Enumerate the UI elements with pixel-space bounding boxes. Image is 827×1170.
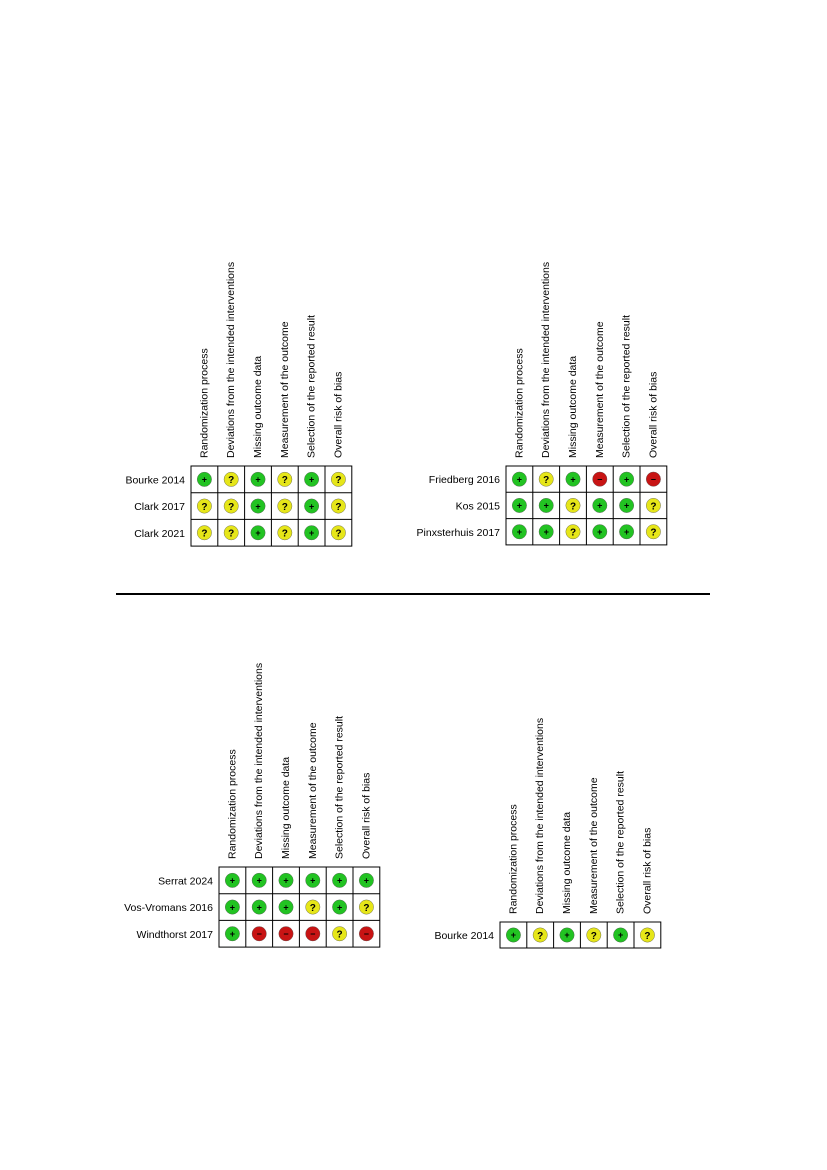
column-header-deviations-from-the-intended-interventions: Deviations from the intended interventions — [534, 717, 547, 914]
judgement-symbol: + — [543, 526, 549, 537]
judgement-symbol: + — [516, 474, 523, 485]
column-header-overall-risk-of-bias: Overall risk of bias — [641, 827, 654, 914]
judgement-symbol: + — [597, 500, 603, 511]
column-header-selection-of-the-reported-result: Selection of the reported result — [614, 770, 627, 914]
judgement-symbol: + — [623, 500, 630, 511]
column-header-missing-outcome-data: Missing outcome data — [567, 355, 579, 458]
judgement-symbol: ? — [569, 501, 577, 513]
judgement-symbol: + — [336, 902, 343, 913]
study-label: Pinxsterhuis 2017 — [416, 526, 500, 539]
column-header-selection-of-the-reported-result: Selection of the reported result — [620, 314, 633, 458]
judgement-symbol: ? — [228, 501, 235, 513]
column-header-randomization-process: Randomization process — [198, 348, 211, 458]
judgement-some-measurement-of-the-outcome — [587, 928, 601, 942]
judgement-symbol: + — [516, 526, 523, 537]
judgement-symbol: − — [283, 928, 289, 939]
judgement-symbol: ? — [650, 527, 657, 539]
column-header-missing-outcome-data: Missing outcome data — [280, 756, 292, 859]
judgement-symbol: ? — [336, 929, 343, 941]
judgement-symbol: + — [516, 500, 523, 511]
column-header-randomization-process: Randomization process — [513, 348, 526, 458]
judgement-symbol: ? — [363, 902, 370, 914]
column-header-measurement-of-the-outcome: Measurement of the outcome — [306, 722, 319, 859]
judgement-symbol: + — [623, 526, 630, 537]
judgement-symbol: ? — [537, 930, 544, 942]
column-header-randomization-process: Randomization process — [226, 749, 239, 859]
judgement-symbol: ? — [590, 930, 597, 942]
judgement-symbol: ? — [335, 475, 342, 487]
judgement-symbol: ? — [650, 501, 657, 513]
column-header-selection-of-the-reported-result: Selection of the reported result — [305, 314, 318, 458]
judgement-symbol: ? — [281, 528, 288, 540]
judgement-symbol: + — [283, 875, 289, 886]
judgement-symbol: + — [570, 474, 576, 485]
judgement-symbol: + — [255, 527, 261, 538]
judgement-symbol: − — [256, 928, 262, 939]
judgement-symbol: + — [543, 500, 549, 511]
judgement-symbol: ? — [335, 501, 342, 513]
judgement-symbol: + — [256, 902, 262, 913]
judgement-some-overall-risk-of-bias — [640, 928, 654, 942]
column-header-overall-risk-of-bias: Overall risk of bias — [360, 772, 373, 859]
column-header-measurement-of-the-outcome: Measurement of the outcome — [587, 777, 600, 914]
judgement-symbol: + — [229, 875, 236, 886]
judgement-symbol: + — [308, 474, 315, 485]
judgement-symbol: + — [255, 501, 261, 512]
judgement-symbol: + — [336, 875, 343, 886]
judgement-symbol: + — [308, 501, 315, 512]
study-label: Bourke 2014 — [125, 474, 185, 487]
judgement-symbol: + — [201, 474, 208, 485]
column-header-overall-risk-of-bias: Overall risk of bias — [647, 371, 660, 458]
judgement-symbol: ? — [228, 528, 235, 540]
judgement-symbol: + — [310, 875, 316, 886]
judgement-symbol: + — [617, 930, 624, 941]
judgement-symbol: ? — [309, 902, 316, 914]
judgement-symbol: + — [623, 474, 630, 485]
study-label: Friedberg 2016 — [428, 474, 500, 487]
column-header-deviations-from-the-intended-interventions: Deviations from the intended interventions — [253, 662, 266, 859]
study-label: Windthorst 2017 — [136, 928, 213, 941]
judgement-some-deviations-from-the-intended-interventions — [533, 928, 547, 942]
judgement-low-randomization-process — [506, 928, 520, 942]
column-header-selection-of-the-reported-result: Selection of the reported result — [333, 715, 346, 859]
study-label: Vos-Vromans 2016 — [124, 902, 213, 915]
judgement-symbol: + — [256, 875, 262, 886]
column-header-randomization-process: Randomization process — [507, 804, 520, 914]
judgement-symbol: + — [283, 902, 289, 913]
column-header-missing-outcome-data: Missing outcome data — [561, 811, 573, 914]
judgement-symbol: − — [597, 474, 603, 485]
judgement-symbol: − — [363, 928, 370, 939]
judgement-symbol: + — [229, 928, 236, 939]
judgement-symbol: ? — [644, 930, 651, 942]
judgement-symbol: ? — [335, 528, 342, 540]
judgement-symbol: ? — [201, 528, 208, 540]
column-header-missing-outcome-data: Missing outcome data — [252, 355, 264, 458]
study-label: Kos 2015 — [455, 500, 500, 513]
judgement-symbol: + — [363, 875, 370, 886]
judgement-symbol: ? — [543, 474, 550, 486]
judgement-symbol: ? — [201, 501, 208, 513]
column-header-overall-risk-of-bias: Overall risk of bias — [332, 371, 345, 458]
judgement-low-missing-outcome-data — [560, 928, 574, 942]
judgement-symbol: − — [650, 474, 657, 485]
judgement-low-selection-of-the-reported-result — [613, 928, 627, 942]
column-header-measurement-of-the-outcome: Measurement of the outcome — [278, 321, 291, 458]
study-label: Clark 2017 — [134, 501, 185, 514]
study-label: Bourke 2014 — [434, 930, 494, 942]
judgement-symbol: − — [310, 928, 316, 939]
study-label: Clark 2021 — [134, 527, 185, 540]
judgement-symbol: + — [597, 526, 603, 537]
judgement-symbol: + — [255, 474, 261, 485]
judgement-symbol: + — [510, 930, 517, 941]
study-label: Serrat 2024 — [158, 875, 213, 888]
judgement-symbol: ? — [569, 527, 577, 539]
judgement-symbol: + — [308, 527, 315, 538]
column-header-deviations-from-the-intended-interventions: Deviations from the intended interventions — [225, 261, 238, 458]
judgement-symbol: ? — [281, 501, 288, 513]
judgement-symbol: + — [564, 930, 570, 941]
judgement-symbol: + — [229, 902, 236, 913]
judgement-symbol: ? — [228, 475, 235, 487]
column-header-deviations-from-the-intended-interventions: Deviations from the intended interventions — [540, 261, 553, 458]
judgement-symbol: ? — [281, 475, 288, 487]
column-header-measurement-of-the-outcome: Measurement of the outcome — [593, 321, 606, 458]
